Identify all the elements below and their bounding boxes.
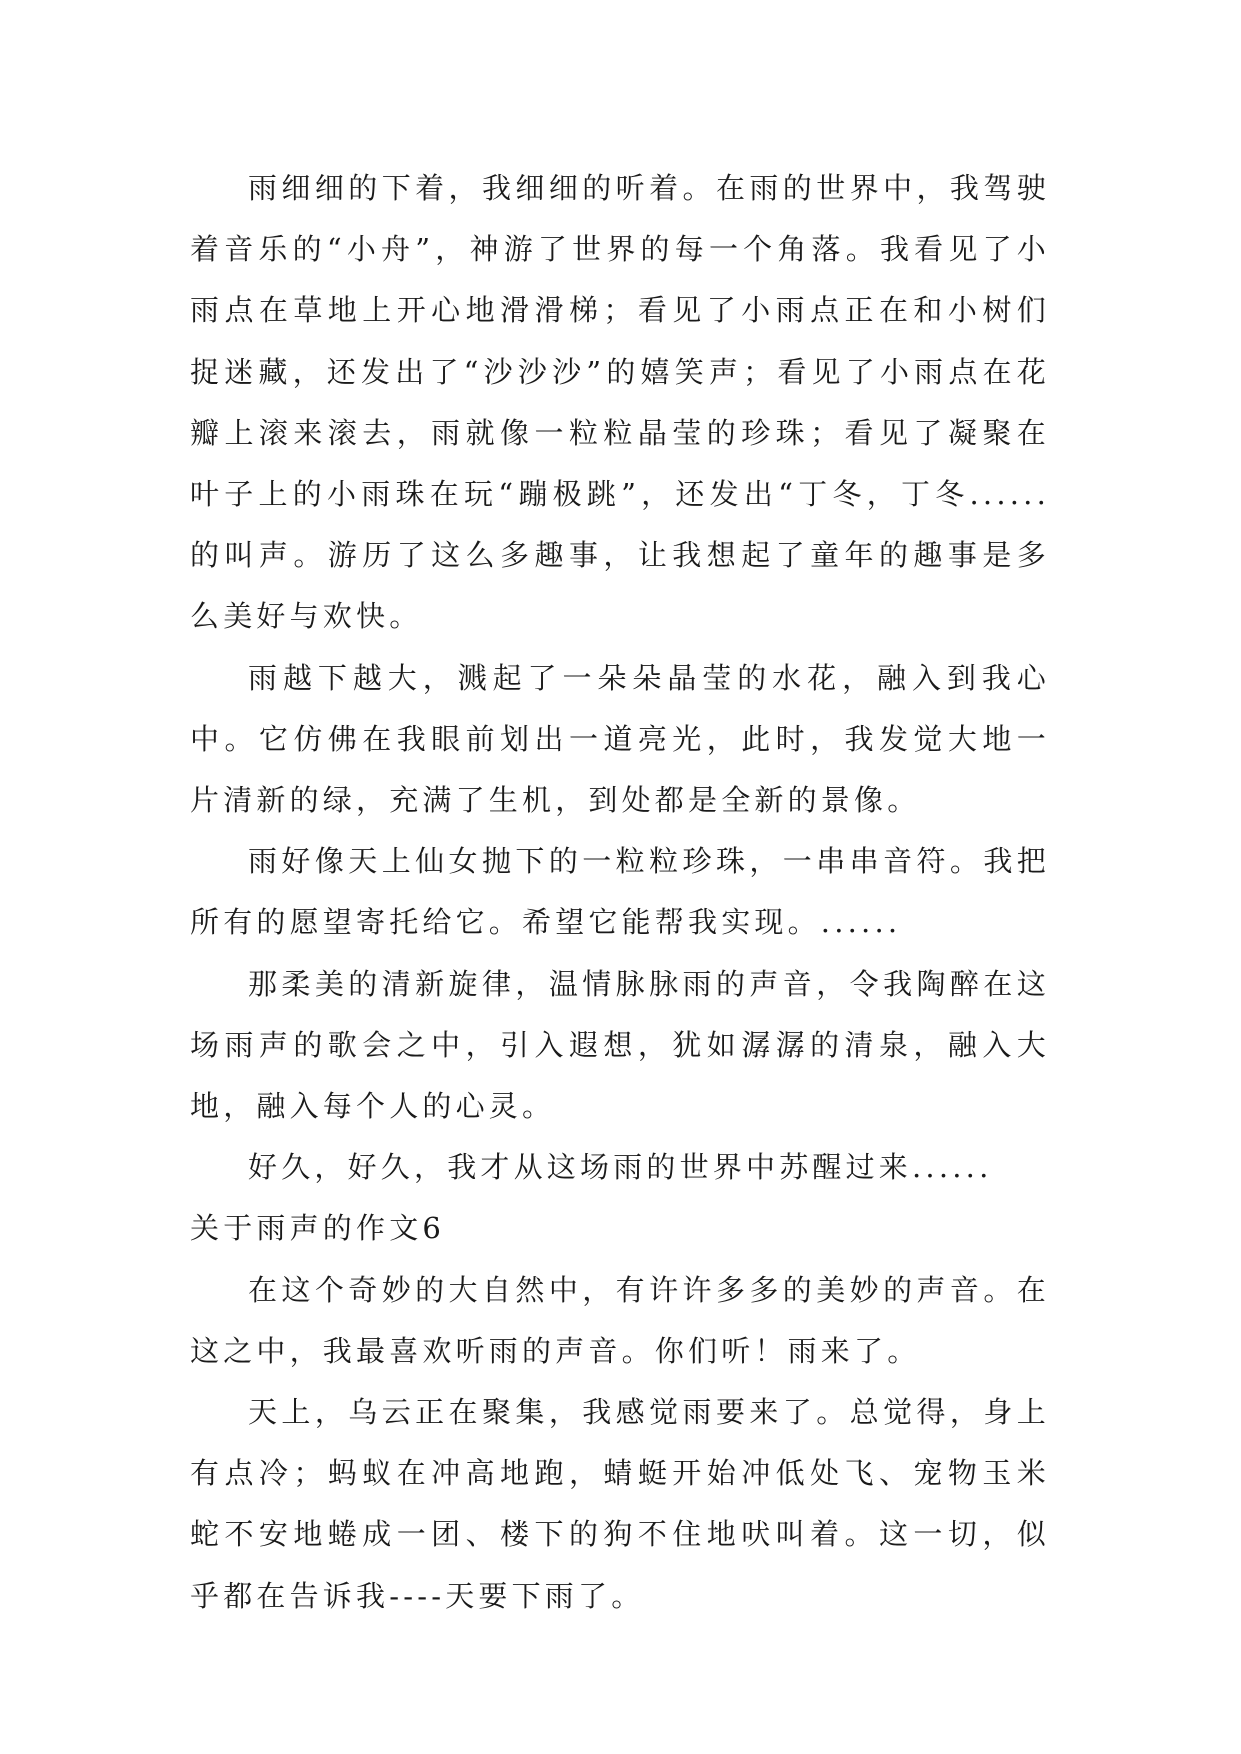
paragraph: 雨好像天上仙女抛下的一粒粒珍珠，一串串音符。我把所有的愿望寄托给它。希望它能帮我实现。...... bbox=[190, 844, 1050, 940]
paragraph: 雨细细的下着，我细细的听着。在雨的世界中，我驾驶着音乐的“小舟”，神游了世界的每一个角落。我看见了小雨点在草地上开心地滑滑梯；看见了小雨点正在和小树们捉迷藏，还发出了“沙沙沙”的嬉笑声；看见了小雨点在花瓣上滚来滚去，雨就像一粒粒晶莹的珍珠；看见了凝聚在叶子上的小雨珠在玩“蹦极跳”，还发出“丁冬，丁冬......的叫声。游历了这么多趣事，让我想起了童年的趣事是多么美好与欢快。 bbox=[190, 171, 1050, 634]
paragraph: 雨越下越大，溅起了一朵朵晶莹的水花，融入到我心中。它仿佛在我眼前划出一道亮光，此时，我发觉大地一片清新的绿，充满了生机，到处都是全新的景像。 bbox=[190, 660, 1050, 818]
paragraph: 好久，好久，我才从这场雨的世界中苏醒过来...... bbox=[248, 1150, 993, 1185]
paragraph: 在这个奇妙的大自然中，有许许多多的美妙的声音。在这之中，我最喜欢听雨的声音。你们听！雨来了。 bbox=[190, 1272, 1050, 1368]
paragraph: 那柔美的清新旋律，温情脉脉雨的声音，令我陶醉在这场雨声的歌会之中，引入遐想，犹如潺潺的清泉，融入大地，融入每个人的心灵。 bbox=[190, 966, 1050, 1124]
paragraph: 天上，乌云正在聚集，我感觉雨要来了。总觉得，身上有点冷；蚂蚁在冲高地跑，蜻蜓开始冲低处飞、宠物玉米蛇不安地蜷成一团、楼下的狗不住地吠叫着。这一切，似乎都在告诉我----天要下雨了。 bbox=[190, 1395, 1050, 1613]
document-body bbox=[190, 158, 1050, 1627]
section-heading: 关于雨声的作文6 bbox=[190, 1211, 446, 1246]
